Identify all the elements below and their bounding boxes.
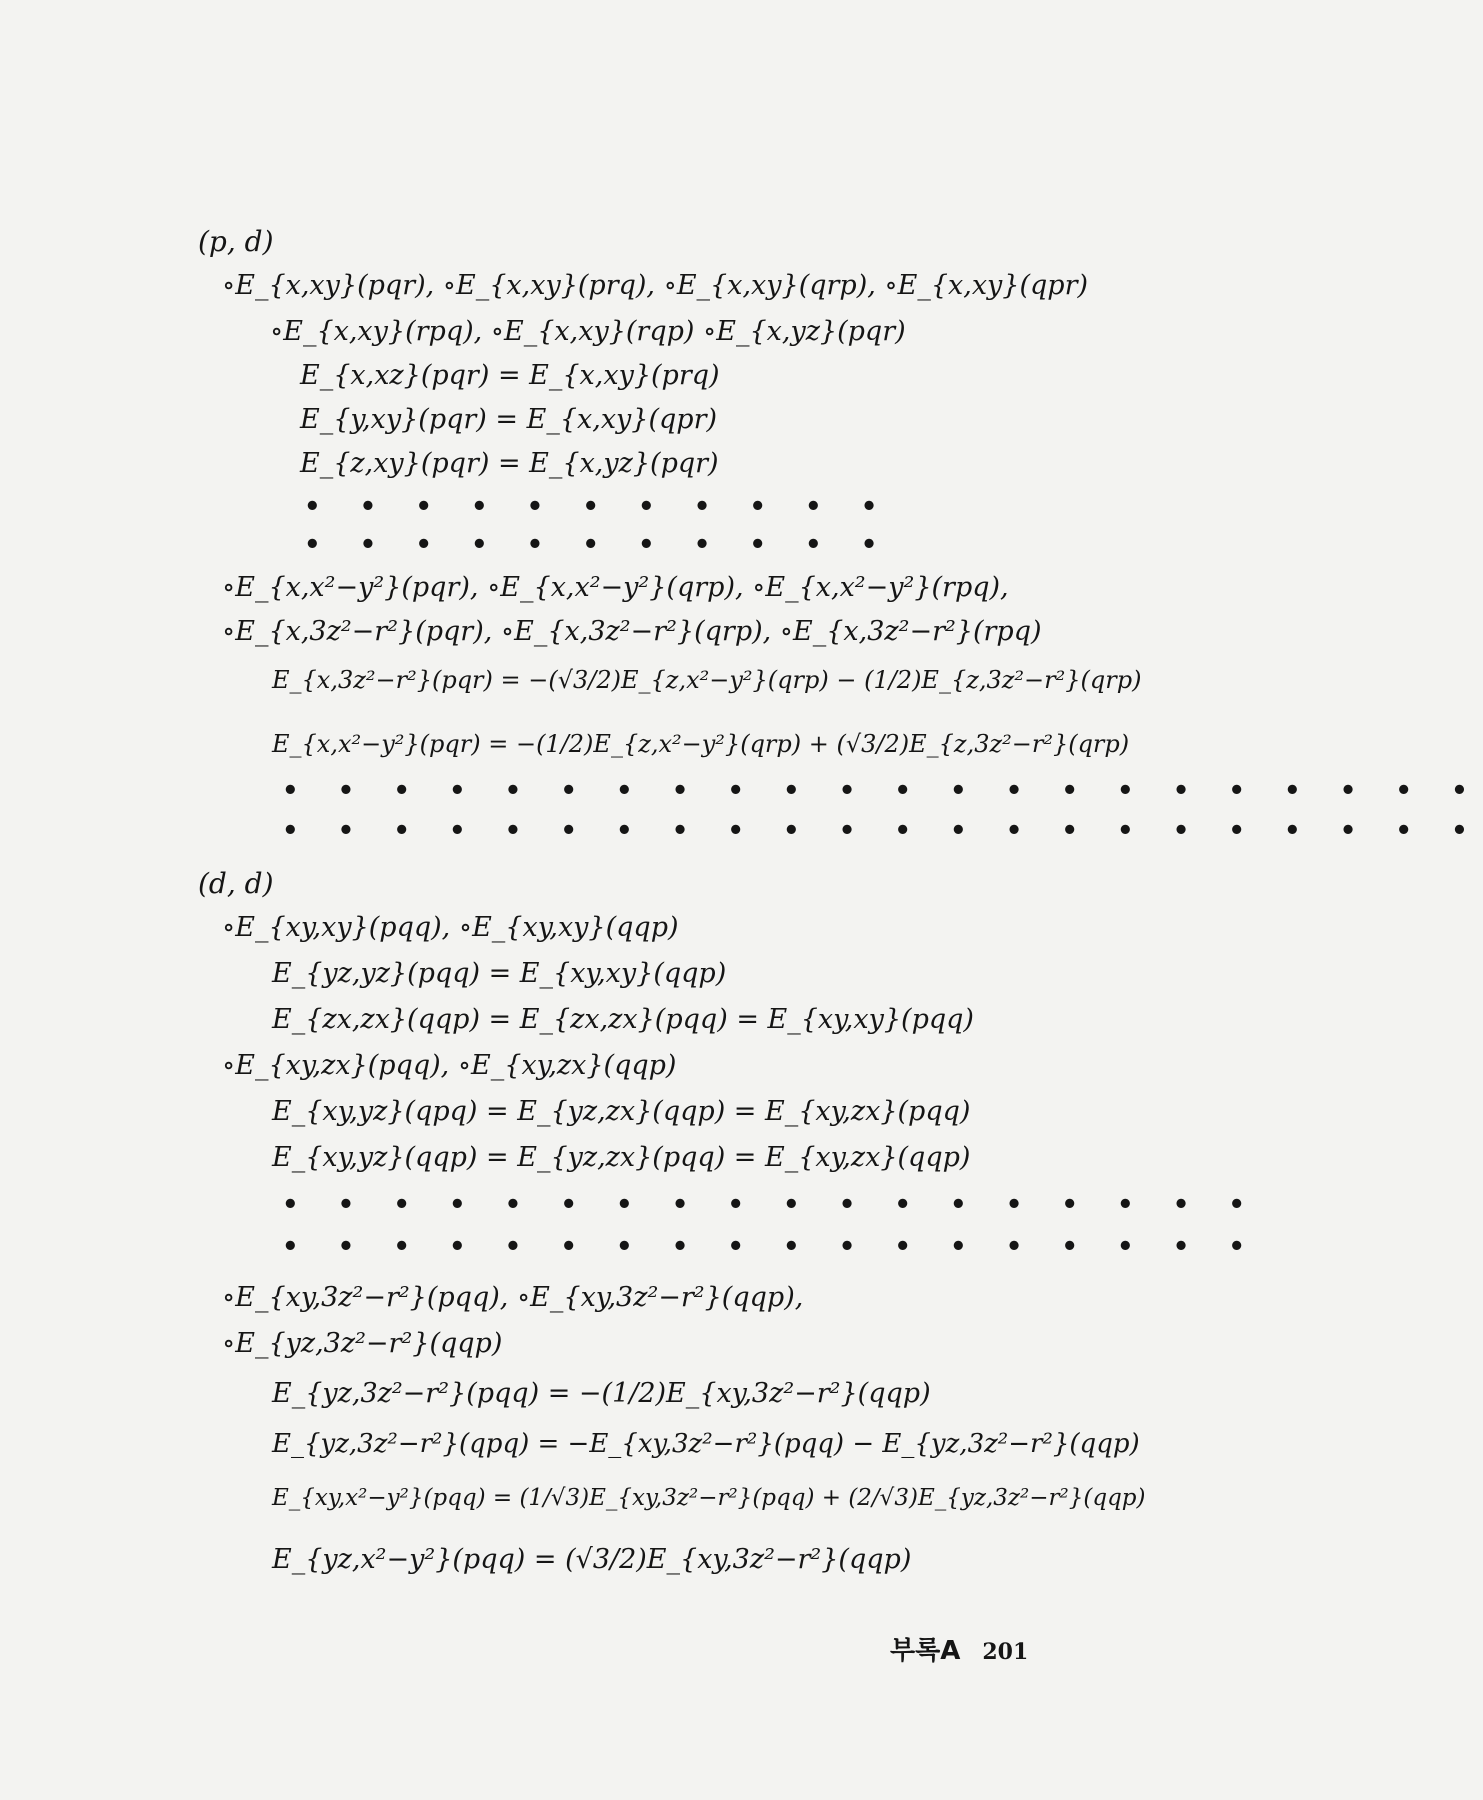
equation-line: E_{yz,x²−y²}(pqq) = (√3/2)E_{xy,3z²−r²}(qqp)	[272, 1544, 912, 1575]
ellipsis-row: • • • • • • • • • • •	[304, 492, 893, 522]
page-number: 201	[982, 1639, 1029, 1665]
equation-line: E_{x,xz}(pqr) = E_{x,xy}(prq)	[300, 360, 720, 391]
equation-line: ∘E_{x,xy}(pqr), ∘E_{x,xy}(prq), ∘E_{x,xy}(qrp), ∘E_{x,xy}(qpr)	[222, 270, 1089, 301]
section-heading-dd: (d, d)	[198, 867, 274, 900]
equation-line: E_{yz,3z²−r²}(qpq) = −E_{xy,3z²−r²}(pqq) − E_{yz,3z²−r²}(qqp)	[272, 1429, 1140, 1459]
ellipsis-row: • • • • • • • • • • • • • • • • • • • • • •	[282, 776, 1483, 806]
equation-line: ∘E_{xy,zx}(pqq), ∘E_{xy,zx}(qqp)	[222, 1050, 677, 1081]
equation-line: E_{yz,yz}(pqq) = E_{xy,xy}(qqp)	[272, 958, 727, 989]
equation-line: ∘E_{yz,3z²−r²}(qqp)	[222, 1328, 503, 1359]
ellipsis-row: • • • • • • • • • • • • • • • • • •	[282, 1232, 1261, 1262]
equation-line: E_{xy,x²−y²}(pqq) = (1/√3)E_{xy,3z²−r²}(pqq) + (2/√3)E_{yz,3z²−r²}(qqp)	[272, 1485, 1146, 1511]
equation-line: E_{xy,yz}(qqp) = E_{yz,zx}(pqq) = E_{xy,zx}(qqp)	[272, 1142, 971, 1173]
ellipsis-row: • • • • • • • • • • • • • • • • • • • • • •	[282, 816, 1483, 846]
equation-line: ∘E_{xy,xy}(pqq), ∘E_{xy,xy}(qqp)	[222, 912, 679, 943]
equation-line: ∘E_{x,x²−y²}(pqr), ∘E_{x,x²−y²}(qrp), ∘E_{x,x²−y²}(rpq),	[222, 572, 1009, 603]
equation-line: E_{yz,3z²−r²}(pqq) = −(1/2)E_{xy,3z²−r²}(qqp)	[272, 1378, 931, 1409]
page-footer	[890, 1630, 1028, 1667]
equation-line: ∘E_{x,xy}(rpq), ∘E_{x,xy}(rqp) ∘E_{x,yz}(pqr)	[270, 316, 906, 347]
equation-line: E_{zx,zx}(qqp) = E_{zx,zx}(pqq) = E_{xy,xy}(pqq)	[272, 1004, 974, 1035]
ellipsis-row: • • • • • • • • • • •	[304, 530, 893, 560]
equation-line: E_{x,x²−y²}(pqr) = −(1/2)E_{z,x²−y²}(qrp) + (√3/2)E_{z,3z²−r²}(qrp)	[272, 730, 1130, 758]
equation-line: E_{xy,yz}(qpq) = E_{yz,zx}(qqp) = E_{xy,zx}(pqq)	[272, 1096, 971, 1127]
equation-line: ∘E_{xy,3z²−r²}(pqq), ∘E_{xy,3z²−r²}(qqp),	[222, 1282, 804, 1313]
section-heading-pd: (p, d)	[198, 225, 274, 258]
equation-line: E_{x,3z²−r²}(pqr) = −(√3/2)E_{z,x²−y²}(qrp) − (1/2)E_{z,3z²−r²}(qrp)	[272, 666, 1142, 694]
appendix-label: 부록A	[890, 1636, 961, 1666]
equation-line: ∘E_{x,3z²−r²}(pqr), ∘E_{x,3z²−r²}(qrp), ∘E_{x,3z²−r²}(rpq)	[222, 616, 1042, 647]
equation-line: E_{z,xy}(pqr) = E_{x,yz}(pqr)	[300, 448, 719, 479]
equation-line: E_{y,xy}(pqr) = E_{x,xy}(qpr)	[300, 404, 718, 435]
ellipsis-row: • • • • • • • • • • • • • • • • • •	[282, 1190, 1261, 1220]
